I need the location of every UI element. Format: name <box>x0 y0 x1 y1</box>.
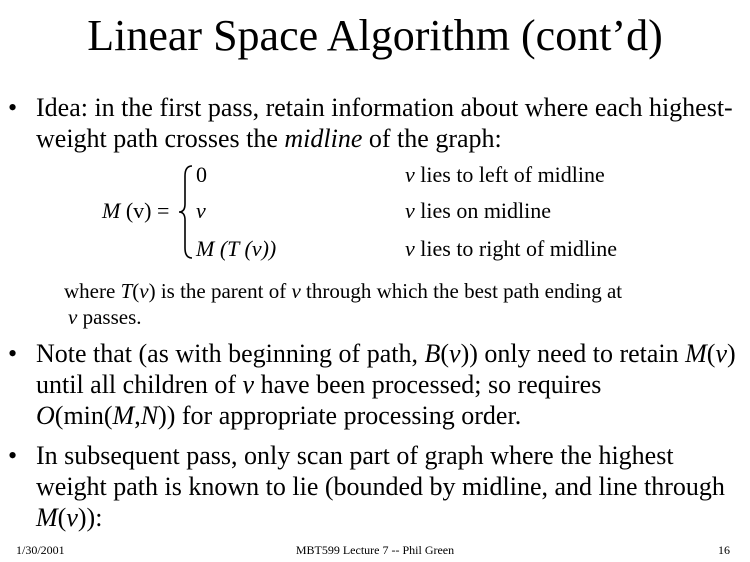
where-second-line <box>68 304 744 330</box>
where-v1: v <box>139 279 149 303</box>
pass-M: M <box>36 503 58 532</box>
bullet-subsequent-pass <box>8 440 738 533</box>
pass-a: In subsequent pass, only scan part of graph where the highest weight path is known to lie (bounded by midline, and line through <box>36 441 725 501</box>
bullet-idea-pre: Idea: in the first pass, retain information about where each highest- weight path crosses the <box>36 93 733 153</box>
where-t1: where <box>64 279 121 303</box>
pass-c: )): <box>77 503 103 532</box>
case-value-2-v: v <box>196 198 206 223</box>
case-value-1: 0 <box>196 162 207 187</box>
bullet-idea-text <box>36 92 738 154</box>
case-condition-2-text: lies on midline <box>414 198 552 223</box>
slide-title: Linear Space Algorithm (cont’d) <box>87 11 663 60</box>
note-e: ) until all children of <box>36 339 736 399</box>
case-condition-3 <box>405 236 617 262</box>
case-condition-2 <box>405 198 551 224</box>
where-t2: ( <box>132 279 140 303</box>
bullet-idea <box>8 92 738 154</box>
note-d: ( <box>706 339 716 368</box>
bullet-symbol: • <box>8 339 18 368</box>
case-value-3 <box>196 236 276 262</box>
note-N: N <box>140 401 159 430</box>
note-g: (min( <box>54 401 113 430</box>
note-f: have been processed; so requires <box>254 370 602 399</box>
bullet-subsequent-pass-text <box>36 440 738 533</box>
footer-course: MBT599 Lecture 7 -- Phil Green <box>295 543 455 557</box>
note-v2: v <box>715 339 728 368</box>
formula-lhs-rest: (v) = <box>125 198 170 223</box>
case-condition-3-text: lies to right of midline <box>414 236 618 261</box>
case-value-3-expr: M (T (v)) <box>196 236 277 261</box>
case-value-2 <box>196 198 206 224</box>
formula-lhs <box>102 198 169 224</box>
note-c: )) only need to retain <box>460 339 686 368</box>
note-b: ( <box>440 339 450 368</box>
case-condition-1 <box>405 162 605 188</box>
note-M: M <box>685 339 707 368</box>
left-brace-icon <box>176 164 194 260</box>
bullet-symbol: • <box>8 441 18 470</box>
note-M2: M <box>112 401 135 430</box>
bullet-note-text <box>36 338 738 431</box>
note-i: )) for appropriate processing order. <box>158 401 522 430</box>
bullet-note <box>8 338 738 431</box>
case-condition-1-v: v <box>405 162 415 187</box>
pass-b: ( <box>57 503 67 532</box>
case-condition-2-v: v <box>405 198 415 223</box>
note-O: O <box>36 401 55 430</box>
formula-lhs-m: M <box>102 198 121 223</box>
note-h: , <box>134 401 141 430</box>
case-condition-3-v: v <box>405 236 415 261</box>
note-B: B <box>424 339 441 368</box>
bullet-symbol: • <box>8 93 18 122</box>
where-v2: v <box>291 279 301 303</box>
note-v3: v <box>242 370 255 399</box>
where-T: T <box>120 279 133 303</box>
where-clause <box>64 278 744 330</box>
bullet-idea-post: of the graph: <box>362 124 502 153</box>
where-v3: v <box>68 305 78 329</box>
pass-v: v <box>66 503 78 532</box>
footer-date: 1/30/2001 <box>16 543 65 557</box>
case-condition-1-text: lies to left of midline <box>414 162 605 187</box>
midline-term: midline <box>284 124 363 153</box>
where-t3: ) is the parent of <box>148 279 292 303</box>
note-a: Note that (as with beginning of path, <box>36 339 425 368</box>
footer-page-number: 16 <box>718 543 730 557</box>
where-t5: passes. <box>77 305 142 329</box>
note-v1: v <box>449 339 461 368</box>
where-t4: through which the best path ending at <box>300 279 623 303</box>
